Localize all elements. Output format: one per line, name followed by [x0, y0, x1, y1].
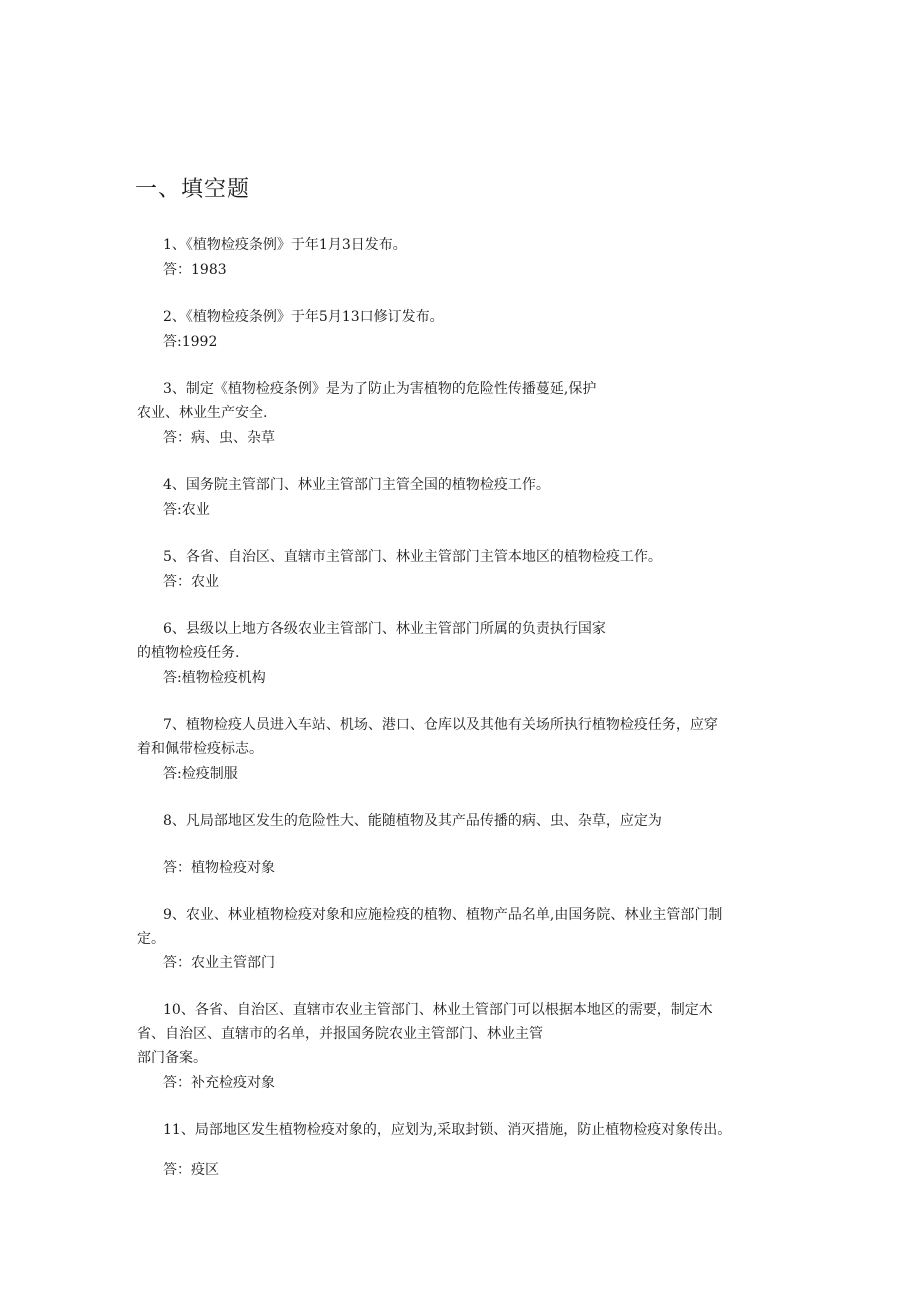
question-2-line-1: 2、《植物检疫条例》于年5月13口修订发布。 — [163, 309, 444, 325]
question-4-answer: 答:农业 — [163, 502, 210, 518]
question-3-line-1: 3、制定《植物检疫条例》是为了防止为害植物的危险性传播蔓延,保护 — [163, 381, 597, 397]
question-6-line-2: 的植物检疫任务. — [137, 645, 240, 661]
question-9-answer: 答：农业主管部门 — [163, 955, 275, 971]
question-11-answer: 答：疫区 — [163, 1162, 219, 1178]
question-4-line-1: 4、国务院主管部门、林业主管部门主管全国的植物检疫工作。 — [163, 477, 550, 493]
question-5-answer: 答：农业 — [163, 574, 219, 590]
section-title: 一、填空题 — [135, 177, 251, 202]
question-8-answer: 答：植物检疫对象 — [163, 860, 275, 876]
question-11-line-1: 11、局部地区发生植物检疫对象的，应划为,采取封锁、消灭措施，防止植物检疫对象传出。 — [163, 1122, 732, 1138]
question-7-line-2: 着和佩带检疫标志。 — [137, 741, 263, 757]
question-1-answer: 答：1983 — [163, 262, 227, 278]
question-9-line-1: 9、农业、林业植物检疫对象和应施检疫的植物、植物产品名单,由国务院、林业主管部门制 — [163, 907, 723, 923]
question-10-line-2: 省、自治区、直辖市的名单，并报国务院农业主管部门、林业主管 — [137, 1026, 543, 1042]
question-6-answer: 答:植物检疫机构 — [163, 670, 266, 686]
question-6-line-1: 6、县级以上地方各级农业主管部门、林业主管部门所属的负责执行国家 — [163, 621, 606, 637]
question-2-answer: 答:1992 — [163, 334, 218, 350]
question-1-line-1: 1、《植物检疫条例》于年1月3日发布。 — [163, 237, 407, 253]
question-5-line-1: 5、各省、自治区、直辖市主管部门、林业主管部门主管本地区的植物检疫工作。 — [163, 549, 662, 565]
question-10-line-3: 部门备案。 — [137, 1050, 207, 1066]
question-9-line-2: 定。 — [137, 931, 165, 947]
question-7-answer: 答:检疫制服 — [163, 766, 238, 782]
question-7-line-1: 7、植物检疫人员进入车站、机场、港口、仓库以及其他有关场所执行植物检疫任务，应穿 — [163, 717, 718, 733]
question-8-line-1: 8、凡局部地区发生的危险性大、能随植物及其产品传播的病、虫、杂草，应定为 — [163, 813, 662, 829]
question-10-answer: 答：补充检疫对象 — [163, 1075, 275, 1091]
question-3-answer: 答：病、虫、杂草 — [163, 430, 275, 446]
question-10-line-1: 10、各省、自治区、直辖市农业主管部门、林业土管部门可以根据本地区的需要，制定木 — [163, 1002, 713, 1018]
question-3-line-2: 农业、林业生产安全. — [137, 405, 268, 421]
